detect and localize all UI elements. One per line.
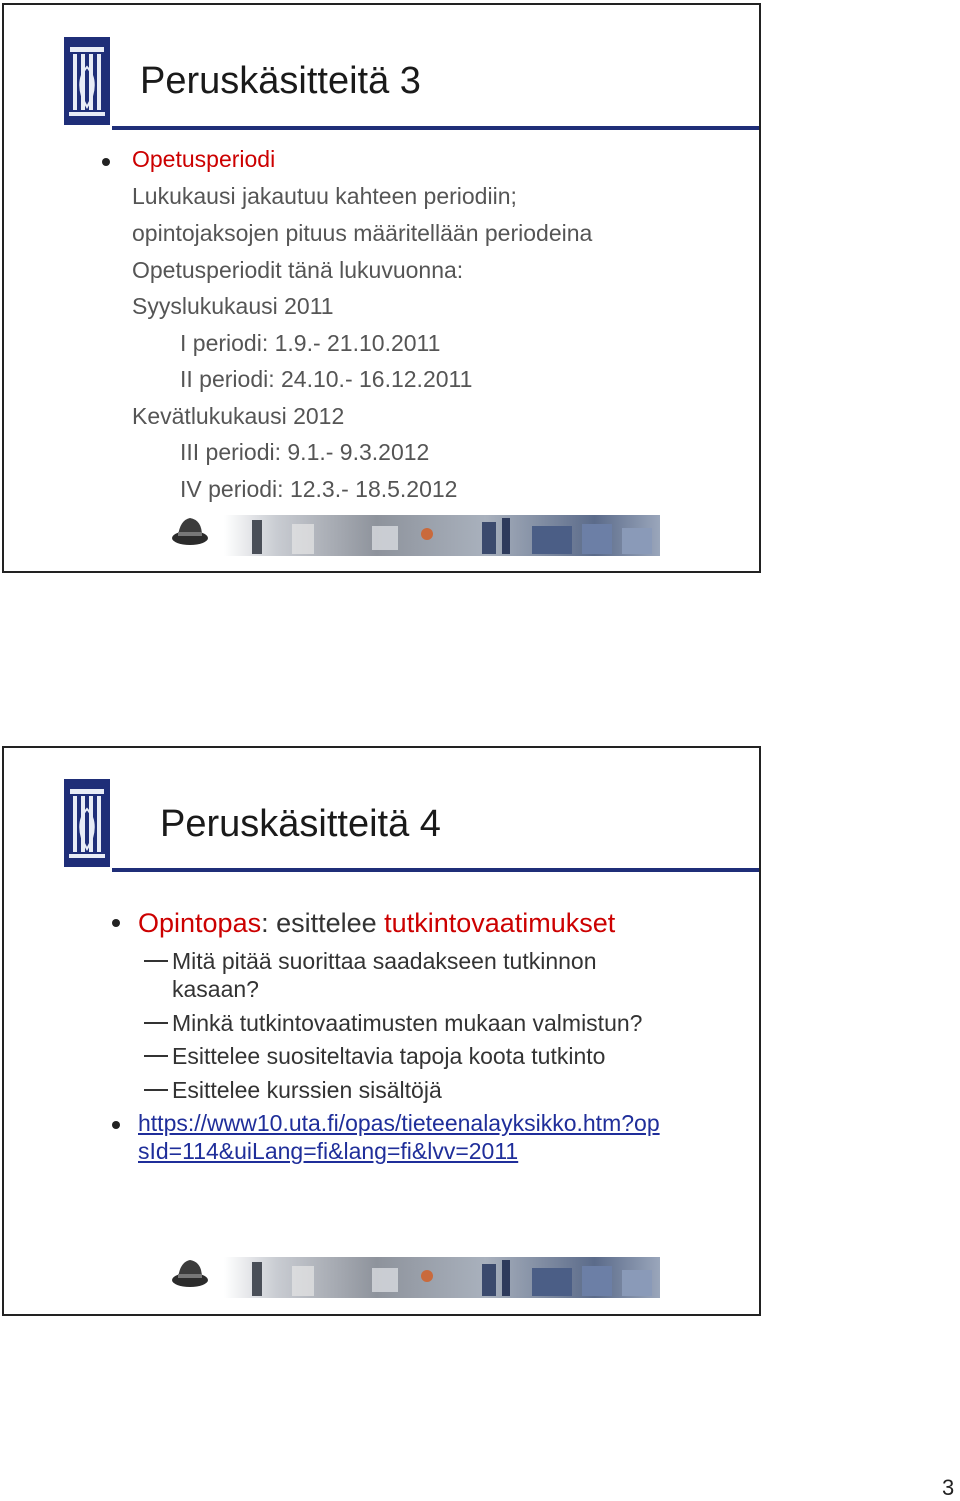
university-logo-icon <box>64 37 110 125</box>
footer-photo-strip-icon <box>172 512 660 558</box>
title-rule <box>112 126 759 130</box>
bullet-icon <box>112 1121 120 1129</box>
dash-icon <box>144 1089 168 1091</box>
body-line: Opetusperiodit tänä lukuvuonna: <box>132 257 464 283</box>
bullet-text: : esittelee <box>261 908 385 938</box>
bullet-line <box>138 908 615 939</box>
sub-item: Minkä tutkintovaatimusten mukaan valmistun? <box>172 1010 643 1036</box>
opas-link-line-2[interactable]: sId=114&uiLang=fi&lang=fi&lvv=2011 <box>138 1138 519 1164</box>
slide-title: Peruskäsitteitä 3 <box>140 60 421 102</box>
body-line: II periodi: 24.10.- 16.12.2011 <box>180 366 473 392</box>
title-rule <box>112 868 759 872</box>
bullet-icon <box>112 919 120 927</box>
body-line: Lukukausi jakautuu kahteen periodiin; <box>132 183 517 209</box>
body-line: Kevätlukukausi 2012 <box>132 403 345 429</box>
body-line: IV periodi: 12.3.- 18.5.2012 <box>180 476 458 502</box>
slide-2 <box>2 746 761 1316</box>
body-line: Syyslukukausi 2011 <box>132 293 334 319</box>
tutkintovaatimukset-term: tutkintovaatimukset <box>384 908 616 938</box>
section-heading: Opetusperiodi <box>132 146 276 172</box>
footer-photo-strip-icon <box>172 1254 660 1300</box>
sub-item: Esittelee suositeltavia tapoja koota tutkinto <box>172 1043 606 1069</box>
slide-title: Peruskäsitteitä 4 <box>160 803 441 845</box>
sub-item-continuation: kasaan? <box>172 976 259 1002</box>
university-logo-icon <box>64 779 110 867</box>
body-line: III periodi: 9.1.- 9.3.2012 <box>180 439 430 465</box>
bullet-icon <box>102 158 110 166</box>
page-number: 3 <box>942 1475 955 1500</box>
slide-1 <box>2 3 761 573</box>
opas-link-line-1[interactable]: https://www10.uta.fi/opas/tieteenalayksikko.htm?op <box>138 1110 660 1136</box>
dash-icon <box>144 960 168 962</box>
sub-item: Esittelee kurssien sisältöjä <box>172 1077 442 1103</box>
dash-icon <box>144 1055 168 1057</box>
body-line: opintojaksojen pituus määritellään periodeina <box>132 220 593 246</box>
opintopas-term: Opintopas <box>138 908 262 938</box>
body-line: I periodi: 1.9.- 21.10.2011 <box>180 330 441 356</box>
dash-icon <box>144 1022 168 1024</box>
sub-item: Mitä pitää suorittaa saadakseen tutkinnon <box>172 948 597 974</box>
